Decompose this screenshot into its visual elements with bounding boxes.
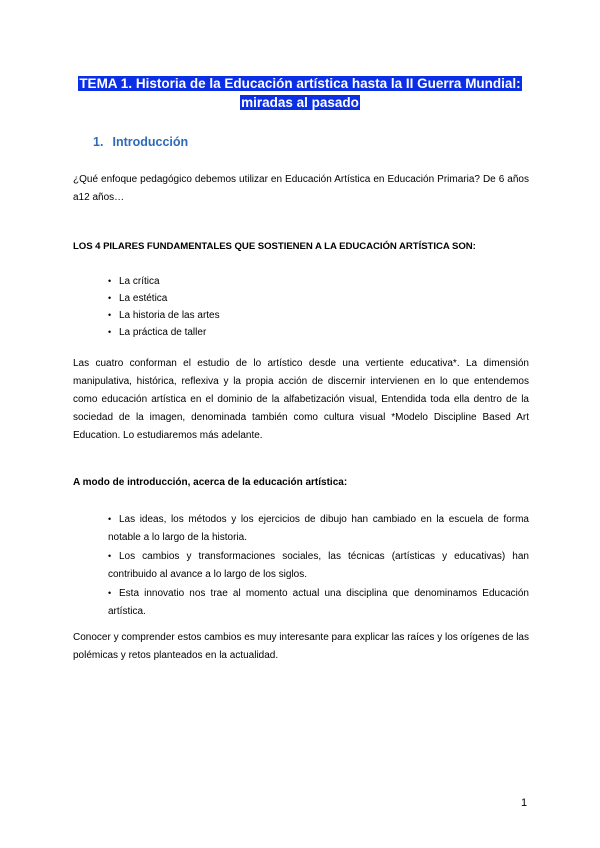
list-item: • Las ideas, los métodos y los ejercicios de dibujo han cambiado en la escuela de forma notable a lo largo de la historia. xyxy=(108,510,529,547)
list-item: • Esta innovatio nos trae al momento actual una disciplina que denominamos Educación artística. xyxy=(108,584,529,621)
list-item: • La historia de las artes xyxy=(108,307,220,324)
document-title xyxy=(60,74,540,112)
list-item: • La estética xyxy=(108,290,220,307)
bullet-icon: • xyxy=(108,327,112,337)
bullet-icon: • xyxy=(108,310,112,320)
section-heading xyxy=(93,135,188,149)
intro-question: ¿Qué enfoque pedagógico debemos utilizar en Educación Artística en Educación Primaria? De 6 años a12 años… xyxy=(73,174,529,203)
pillars-list xyxy=(108,273,220,341)
bullet-icon: • xyxy=(108,588,112,598)
closing-paragraph: Conocer y comprender estos cambios es muy interesante para explicar las raíces y los orígenes de las polémicas y retos planteados en la actualidad. xyxy=(73,632,529,661)
title-line-2: miradas al pasado xyxy=(241,95,359,110)
bullet-icon: • xyxy=(108,551,112,561)
list-item: • La práctica de taller xyxy=(108,324,220,341)
pillars-paragraph: Las cuatro conforman el estudio de lo artístico desde una vertiente educativa*. La dimensión manipulativa, histórica, reflexiva y la propia acción de discernir intervienen en lo que entendemos como educación artística en el dominio de la alfabetización visual, Entendida toda ella dentro de la sociedad de la imagen, denominada también como cultura visual *Modelo Discipline Based Art Education. Lo estudiaremos más adelante. xyxy=(73,358,529,441)
bullet-icon: • xyxy=(108,514,112,524)
pillars-heading: LOS 4 PILARES FUNDAMENTALES QUE SOSTIENEN A LA EDUCACIÓN ARTÍSTICA SON: xyxy=(73,241,476,252)
page-number: 1 xyxy=(521,797,528,809)
bullet-icon: • xyxy=(108,276,112,286)
section-label: Introducción xyxy=(112,135,189,149)
section-number: 1. xyxy=(93,135,104,149)
list-item: • La crítica xyxy=(108,273,220,290)
list-item: • Los cambios y transformaciones sociales, las técnicas (artísticas y educativas) han contribuido al avance a lo largo de los siglos. xyxy=(108,547,529,584)
intro-subheading: A modo de introducción, acerca de la educación artística: xyxy=(73,477,348,488)
intro-points-list xyxy=(108,510,529,621)
title-line-1: TEMA 1. Historia de la Educación artística hasta la II Guerra Mundial: xyxy=(79,76,521,91)
bullet-icon: • xyxy=(108,293,112,303)
